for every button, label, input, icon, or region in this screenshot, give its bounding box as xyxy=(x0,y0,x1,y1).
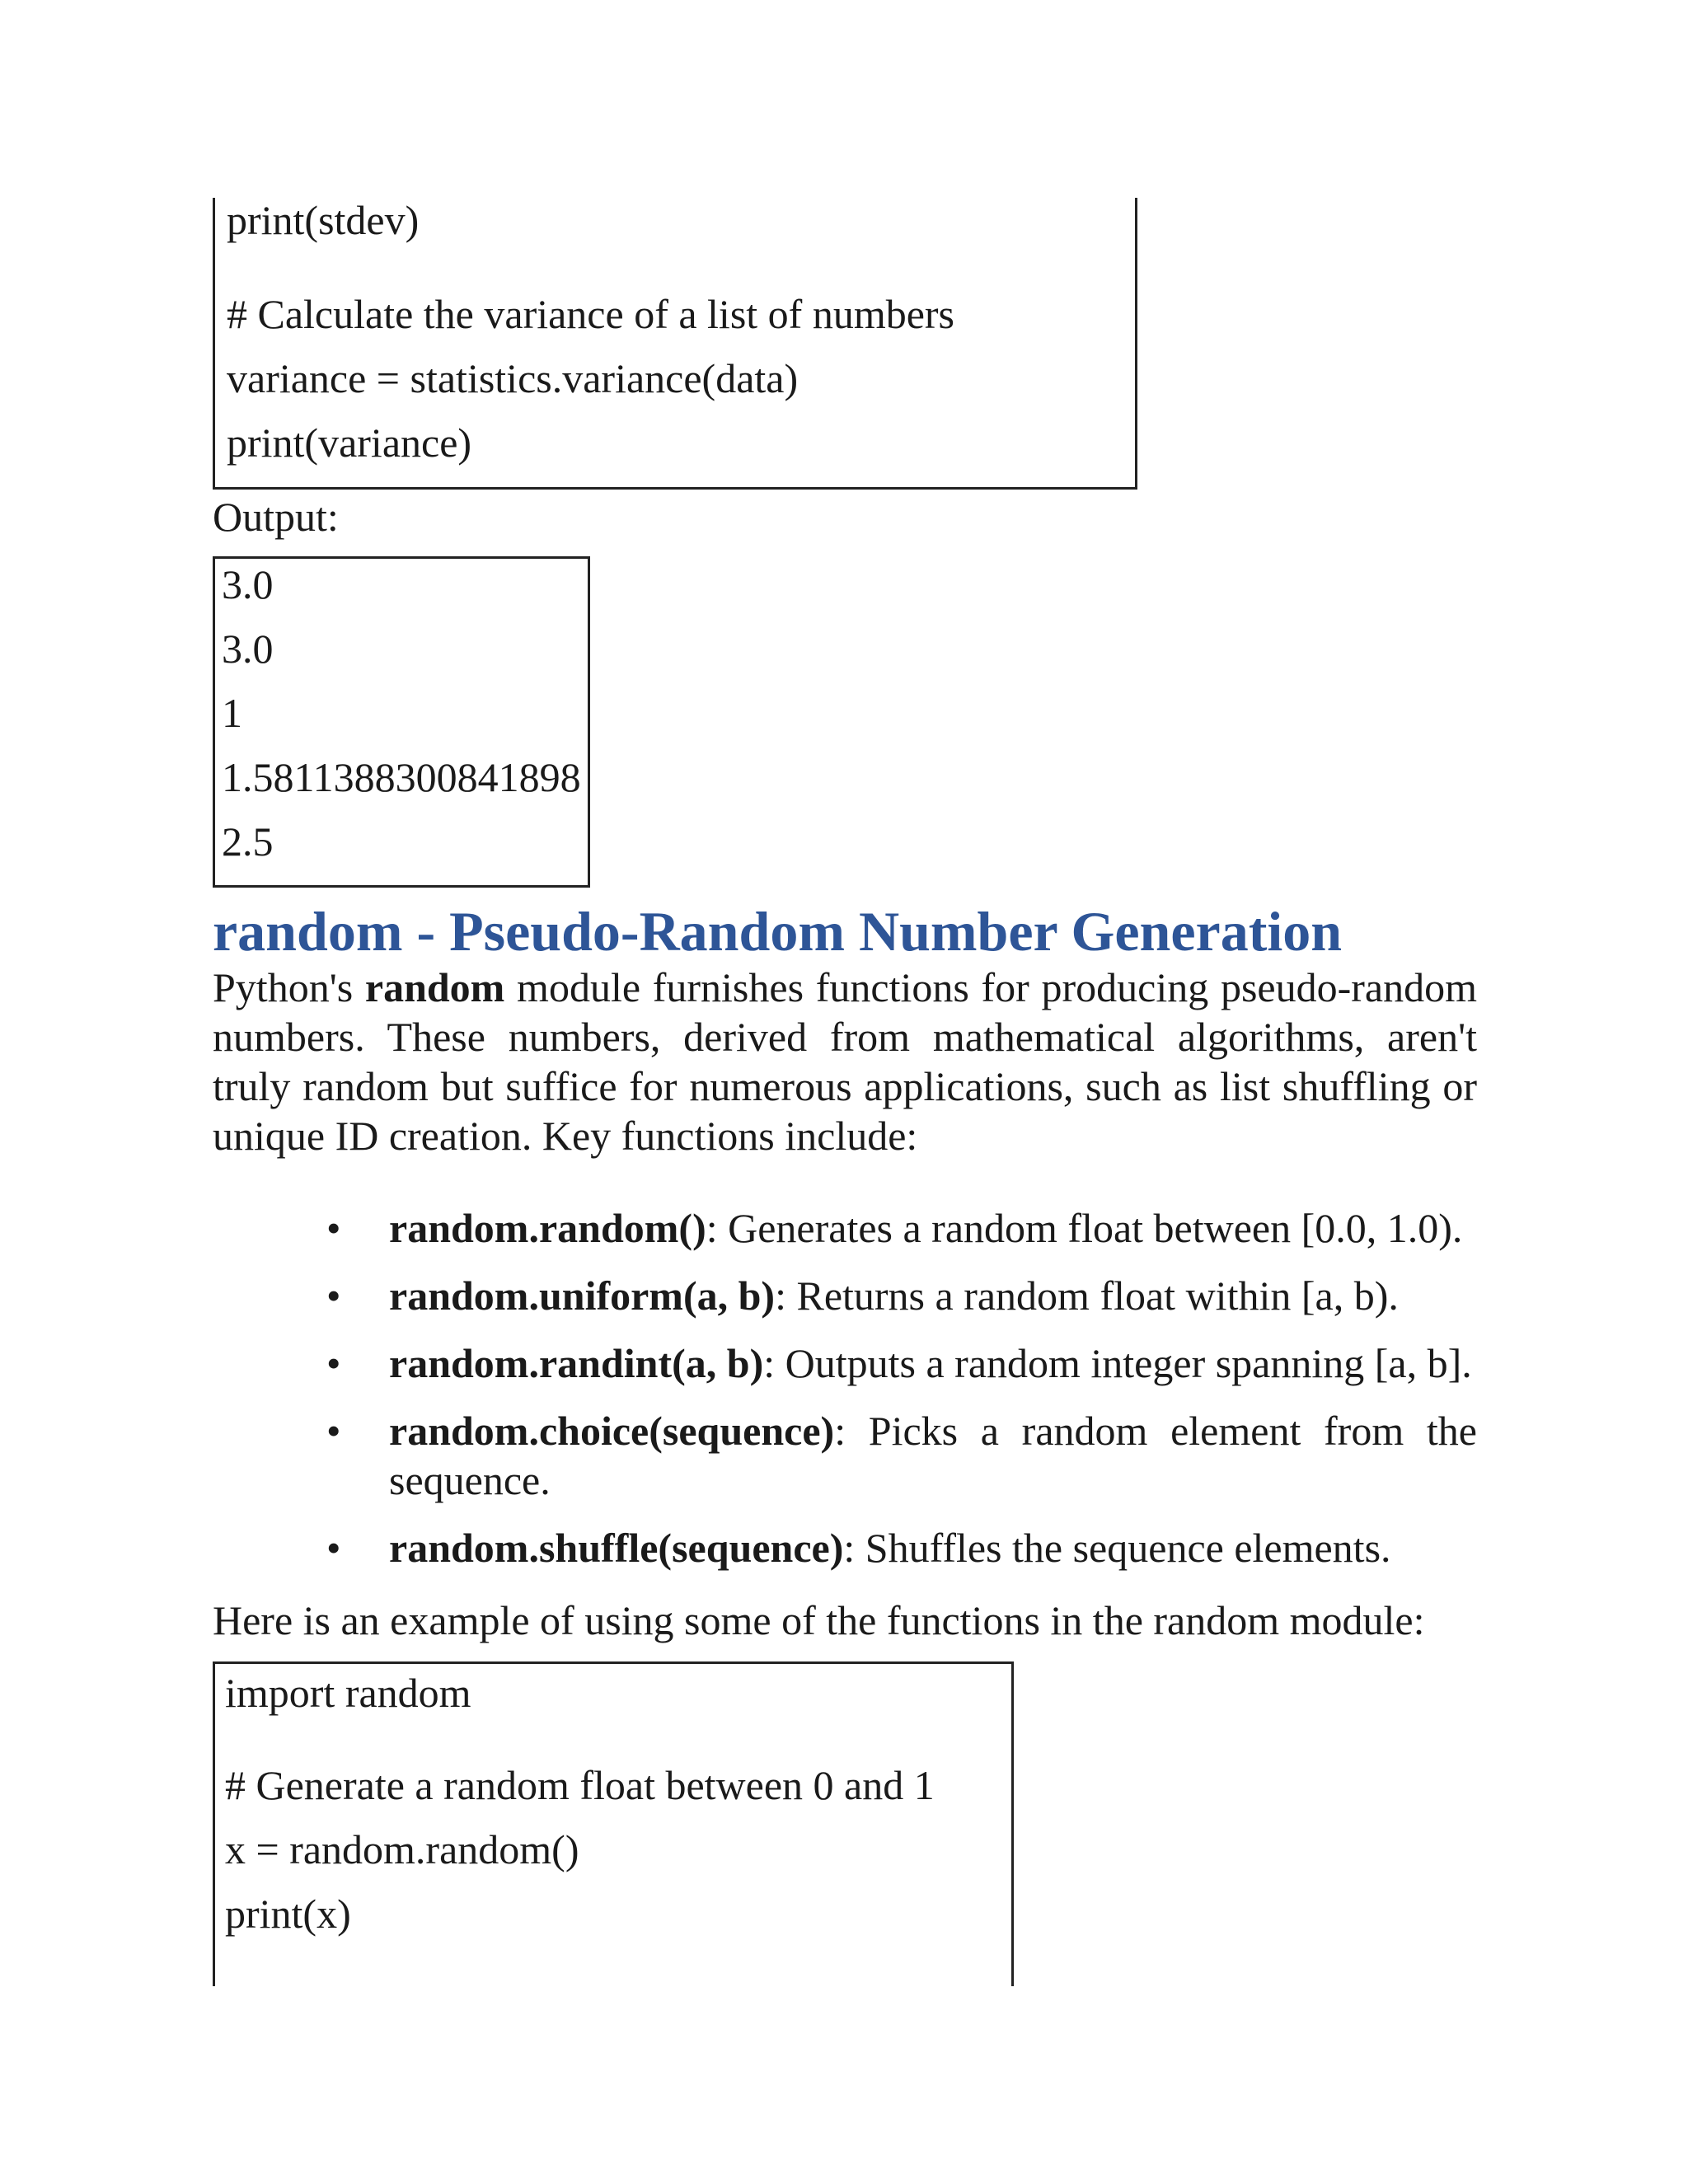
function-desc: : Picks a random element from the sequence. xyxy=(389,1408,1477,1503)
function-name: random.randint(a, b) xyxy=(389,1340,764,1386)
code-line: x = random.random() xyxy=(225,1826,579,1872)
output-line: 2.5 xyxy=(222,818,274,865)
code-block-statistics xyxy=(213,198,1137,490)
code-block-random xyxy=(213,1661,1014,1986)
code-line: import random xyxy=(225,1670,471,1716)
intro-paragraph xyxy=(213,963,1477,1160)
output-line: 3.0 xyxy=(222,561,274,607)
output-block xyxy=(213,556,590,888)
function-name: random.random() xyxy=(389,1205,706,1251)
function-name: random.shuffle(sequence) xyxy=(389,1525,844,1571)
bullet-icon: • xyxy=(326,1205,341,1251)
code-line: variance = statistics.variance(data) xyxy=(227,355,799,401)
intro-bold-term: random xyxy=(364,964,505,1010)
section-heading: random - Pseudo-Random Number Generation xyxy=(213,900,1343,963)
code-line: print(x) xyxy=(225,1891,351,1937)
bullet-icon: • xyxy=(326,1408,341,1454)
function-desc: : Shuffles the sequence elements. xyxy=(843,1525,1391,1571)
intro-suffix: module furnishes functions for producing pseudo-random numbers. These numbers, derived from mathematical algorithms, aren't truly random but suffice for numerous applications, such as list shuffling or unique ID creation. Key functions include: xyxy=(213,964,1477,1159)
function-name: random.uniform(a, b) xyxy=(389,1272,776,1319)
intro-prefix: Python's xyxy=(213,964,365,1010)
function-desc: : Generates a random float between [0.0, 1.0). xyxy=(706,1205,1463,1251)
function-name: random.choice(sequence) xyxy=(389,1408,835,1454)
code-line: # Calculate the variance of a list of numbers xyxy=(227,291,955,337)
bullet-icon: • xyxy=(326,1340,341,1386)
bullet-icon: • xyxy=(326,1272,341,1319)
code-line: # Generate a random float between 0 and 1 xyxy=(225,1762,935,1808)
example-intro: Here is an example of using some of the functions in the random module: xyxy=(213,1597,1425,1643)
bullet-icon: • xyxy=(326,1525,341,1571)
output-label: Output: xyxy=(213,494,339,540)
function-desc: : Outputs a random integer spanning [a, b]. xyxy=(763,1340,1472,1386)
code-line: print(variance) xyxy=(227,419,472,466)
output-line: 1.5811388300841898 xyxy=(222,754,581,800)
code-line: print(stdev) xyxy=(227,197,420,243)
function-desc: : Returns a random float within [a, b). xyxy=(775,1272,1399,1319)
output-line: 1 xyxy=(222,690,242,736)
output-line: 3.0 xyxy=(222,626,274,672)
